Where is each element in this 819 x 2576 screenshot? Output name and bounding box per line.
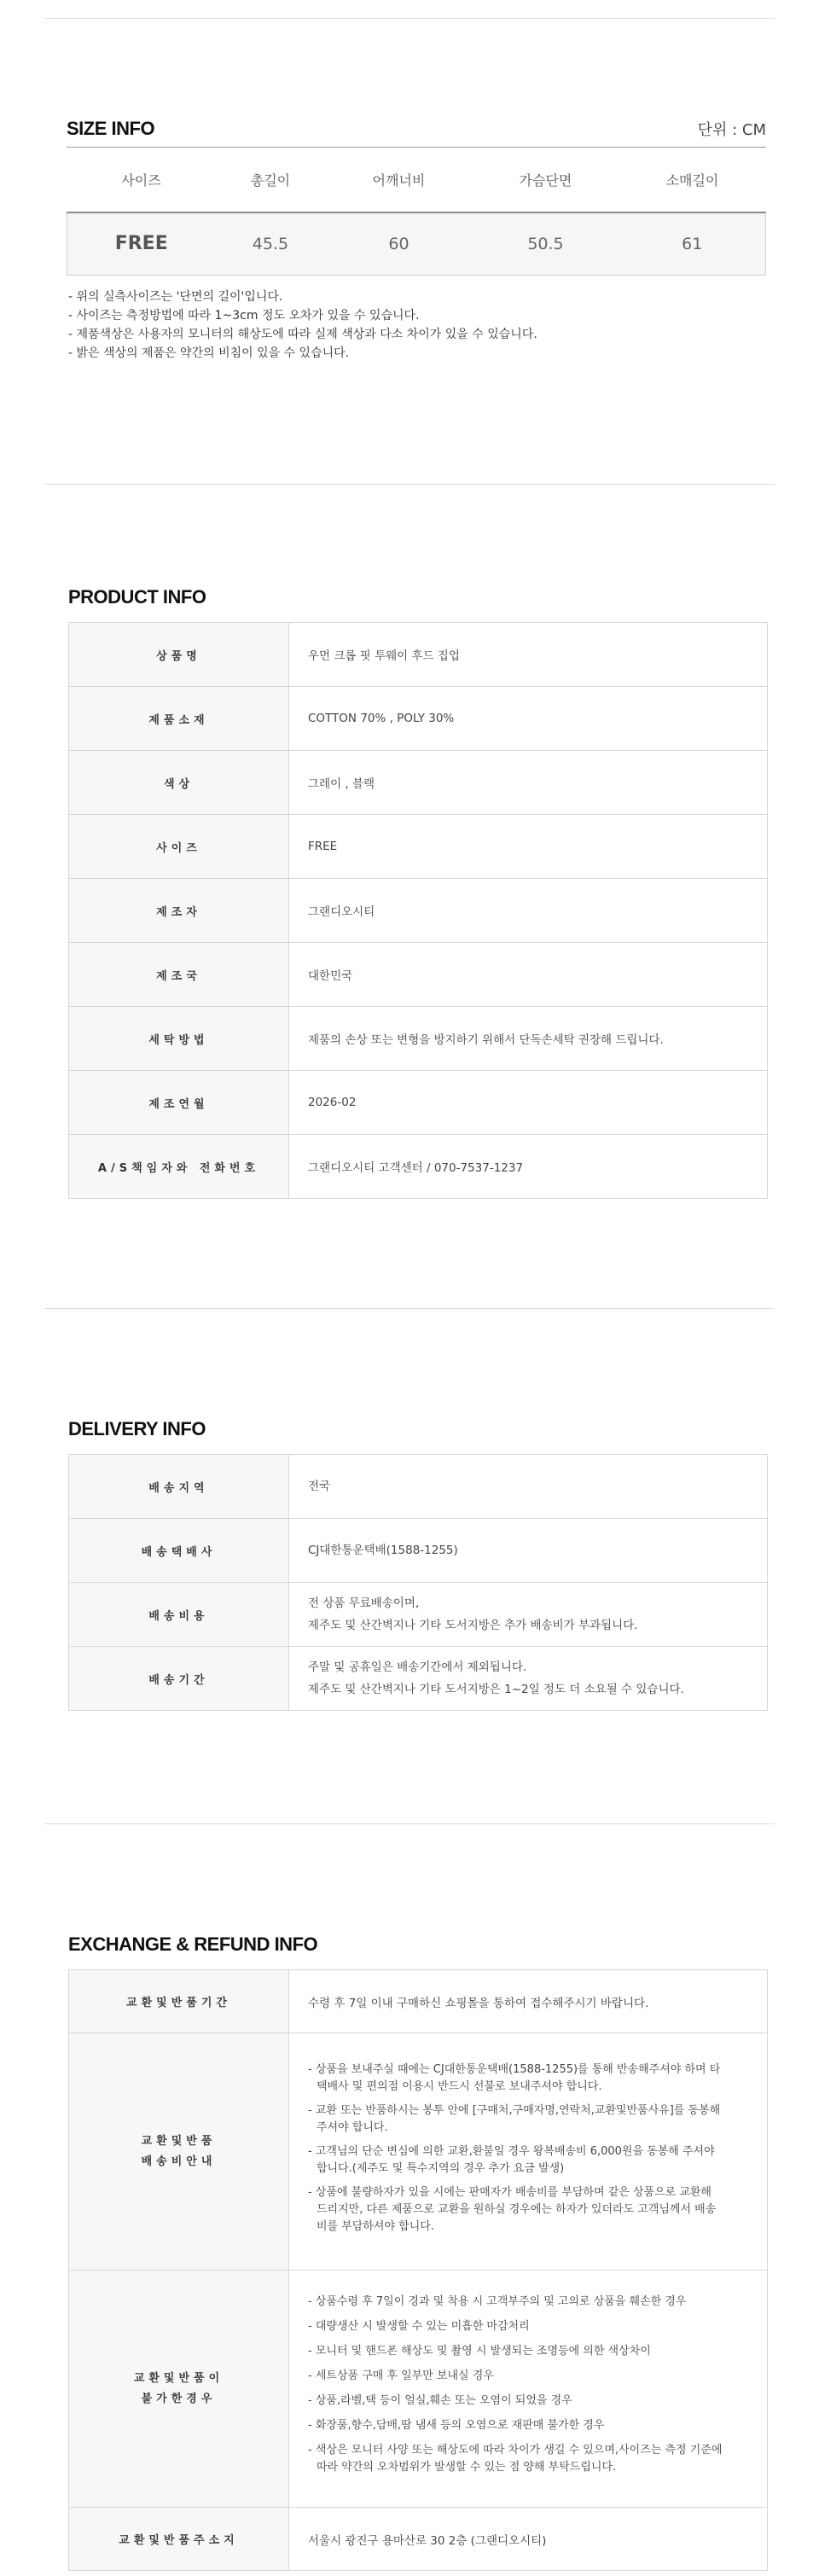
list-item: - 대량생산 시 발생할 수 있는 미흡한 마감처리: [308, 2320, 530, 2333]
size-cell: 50.5: [472, 212, 619, 275]
product-info-label: 제조연월: [69, 1071, 289, 1135]
product-info-row: [69, 815, 768, 879]
top-divider: [44, 18, 775, 19]
exchange-info-row: [69, 1970, 768, 2033]
exchange-info-row: [69, 2271, 768, 2508]
size-cell: 60: [325, 212, 472, 275]
product-info-value: 그랜디오시티 고객센터 / 070-7537-1237: [289, 1135, 768, 1199]
product-info-row: [69, 623, 768, 687]
delivery-info-row: [69, 1519, 768, 1583]
size-col-header: 총길이: [250, 172, 291, 189]
list-item: - 고객님의 단순 변심에 의한 교환,환불일 경우 왕복배송비 6,000원을 동봉해 주셔야 합니다.(제주도 및 특수지역의 경우 추가 요금 발생): [308, 2144, 715, 2175]
exchange-info-value: 수령 후 7일 이내 구매하신 쇼핑몰을 통하여 접수해주시기 바랍니다.: [289, 1970, 768, 2033]
product-info-row: [69, 1135, 768, 1199]
product-info-label: 제품소재: [69, 687, 289, 751]
product-info-section: [68, 586, 768, 1199]
size-table-row: [67, 212, 766, 275]
product-info-value: 그랜디오시티: [289, 879, 768, 943]
delivery-info-value: [289, 1647, 768, 1711]
delivery-info-line: CJ대한통운택배(1588-1255): [308, 1544, 458, 1557]
product-info-row: [69, 1071, 768, 1135]
exchange-info-label-line: 불가한경우: [141, 2392, 217, 2405]
product-info-label: 색상: [69, 751, 289, 815]
exchange-info-label: 교환및반품주소지: [69, 2508, 289, 2571]
size-note: - 사이즈는 측정방법에 따라 1~3cm 정도 오차가 있을 수 있습니다.: [68, 308, 420, 323]
product-info-row: [69, 879, 768, 943]
delivery-info-line: 전국: [308, 1480, 331, 1493]
size-table: [67, 148, 766, 276]
section-divider: [44, 484, 775, 485]
size-col-header: 어깨너비: [372, 172, 426, 189]
size-note: - 밝은 색상의 제품은 약간의 비침이 있을 수 있습니다.: [68, 346, 350, 360]
section-divider: [44, 1823, 775, 1824]
delivery-info-label: 배송지역: [69, 1455, 289, 1519]
product-info-row: [69, 687, 768, 751]
delivery-info-row: [69, 1583, 768, 1647]
product-info-value: 2026-02: [289, 1071, 768, 1135]
size-unit-label: 단위 : CM: [697, 121, 766, 139]
exchange-info-label: [69, 2271, 289, 2508]
size-info-section: [67, 118, 766, 363]
exchange-info-row: [69, 2033, 768, 2271]
delivery-info-row: [69, 1455, 768, 1519]
delivery-info-row: [69, 1647, 768, 1711]
exchange-info-label-line: 배송비안내: [141, 2154, 217, 2168]
delivery-info-label: 배송택배사: [69, 1519, 289, 1583]
section-divider: [44, 1308, 775, 1309]
product-info-row: [69, 1007, 768, 1071]
product-info-label: 제조자: [69, 879, 289, 943]
list-item: - 상품에 불량하자가 있을 시에는 판매자가 배송비를 부담하며 같은 상품으로 교환해 드리지만, 다른 제품으로 교환을 원하실 경우에는 하자가 있더라도 고객님께서 배송비를 부담하셔야 합니다.: [308, 2185, 717, 2233]
list-item: - 상품을 보내주실 때에는 CJ대한통운택배(1588-1255)를 통해 반송해주셔야 하며 타 택배사 및 편의점 이용시 반드시 선불로 보내주셔야 합니다.: [308, 2062, 721, 2093]
product-info-value: COTTON 70% , POLY 30%: [289, 687, 768, 751]
product-info-label: A/S책임자와 전화번호: [69, 1135, 289, 1199]
product-info-value: 제품의 손상 또는 변형을 방지하기 위해서 단독손세탁 권장해 드립니다.: [289, 1007, 768, 1071]
delivery-info-value: [289, 1455, 768, 1519]
exchange-info-table: [68, 1969, 768, 2571]
product-info-title: PRODUCT INFO: [68, 586, 206, 608]
delivery-info-value: [289, 1519, 768, 1583]
list-item: - 세트상품 구매 후 일부만 보내실 경우: [308, 2370, 494, 2382]
delivery-info-value: [289, 1583, 768, 1647]
product-info-row: [69, 751, 768, 815]
exchange-info-label: [69, 2033, 289, 2271]
list-item: - 색상은 모니터 사양 또는 해상도에 따라 차이가 생길 수 있으며,사이즈는 측정 기준에 따라 약간의 오차범위가 발생할 수 있는 점 양해 부탁드립니다.: [308, 2444, 723, 2474]
list-item: - 모니터 및 핸드폰 해상도 및 촬영 시 발생되는 조명등에 의한 색상차이: [308, 2345, 651, 2358]
list-item: - 교환 또는 반품하시는 봉투 안에 [구매처,구매자명,연락처,교환및반품사유]를 동봉해 주셔야 합니다.: [308, 2103, 721, 2134]
product-info-label: 상품명: [69, 623, 289, 687]
size-col-header: 가슴단면: [519, 172, 572, 189]
product-info-label: 사이즈: [69, 815, 289, 879]
exchange-info-row: [69, 2508, 768, 2571]
size-table-header-row: [67, 148, 766, 212]
product-info-value: FREE: [289, 815, 768, 879]
delivery-info-line: 제주도 및 산간벽지나 기타 도서지방은 추가 배송비가 부과됩니다.: [308, 1619, 638, 1632]
size-info-header: [67, 118, 766, 140]
size-col-header: 소매길이: [665, 172, 719, 189]
delivery-info-section: [68, 1418, 768, 1711]
delivery-info-line: 주말 및 공휴일은 배송기간에서 제외됩니다.: [308, 1660, 527, 1674]
size-note: - 위의 실측사이즈는 '단면의 길이'입니다.: [68, 289, 283, 304]
product-info-label: 제조국: [69, 943, 289, 1007]
exchange-info-label-line: 교환및반품: [141, 2134, 217, 2148]
delivery-info-line: 제주도 및 산간벽지나 기타 도서지방은 1~2일 정도 더 소요될 수 있습니다.: [308, 1683, 684, 1696]
delivery-info-label: 배송비용: [69, 1583, 289, 1647]
non-returnable-cases-list: [308, 2294, 733, 2476]
list-item: - 화장품,향수,담배,땀 냄새 등의 오염으로 재판매 불가한 경우: [308, 2419, 605, 2432]
exchange-info-value: [289, 2271, 768, 2508]
size-col-header: 사이즈: [121, 172, 161, 189]
delivery-info-table: [68, 1454, 768, 1711]
exchange-info-value: 서울시 광진구 용마산로 30 2층 (그랜디오시티): [289, 2508, 768, 2571]
size-cell: FREE: [67, 212, 216, 275]
exchange-info-value: [289, 2033, 768, 2271]
list-item: - 상품수령 후 7일이 경과 및 착용 시 고객부주의 및 고의로 상품을 훼손한 경우: [308, 2295, 687, 2308]
exchange-info-section: [68, 1933, 768, 2571]
size-notes: [68, 288, 766, 363]
product-info-row: [69, 943, 768, 1007]
product-info-label: 세탁방법: [69, 1007, 289, 1071]
exchange-info-label: 교환및반품기간: [69, 1970, 289, 2033]
product-info-value: 우먼 크롭 핏 투웨이 후드 집업: [289, 623, 768, 687]
exchange-info-title: EXCHANGE & REFUND INFO: [68, 1933, 318, 1955]
size-cell: 61: [619, 212, 765, 275]
size-info-title: SIZE INFO: [67, 118, 155, 139]
delivery-info-title: DELIVERY INFO: [68, 1418, 206, 1439]
delivery-info-line: 전 상품 무료배송이며,: [308, 1596, 420, 1610]
product-info-table: [68, 622, 768, 1199]
product-info-value: 대한민국: [289, 943, 768, 1007]
return-shipping-guide-list: [308, 2061, 724, 2236]
exchange-info-label-line: 교환및반품이: [133, 2371, 224, 2385]
product-info-value: 그레이 , 블랙: [289, 751, 768, 815]
list-item: - 상품,라벨,택 등이 얼실,훼손 또는 오염이 되었을 경우: [308, 2394, 572, 2407]
size-cell: 45.5: [215, 212, 325, 275]
size-note: - 제품색상은 사용자의 모니터의 해상도에 따라 실제 색상과 다소 차이가 있을 수 있습니다.: [68, 327, 537, 341]
delivery-info-label: 배송기간: [69, 1647, 289, 1711]
